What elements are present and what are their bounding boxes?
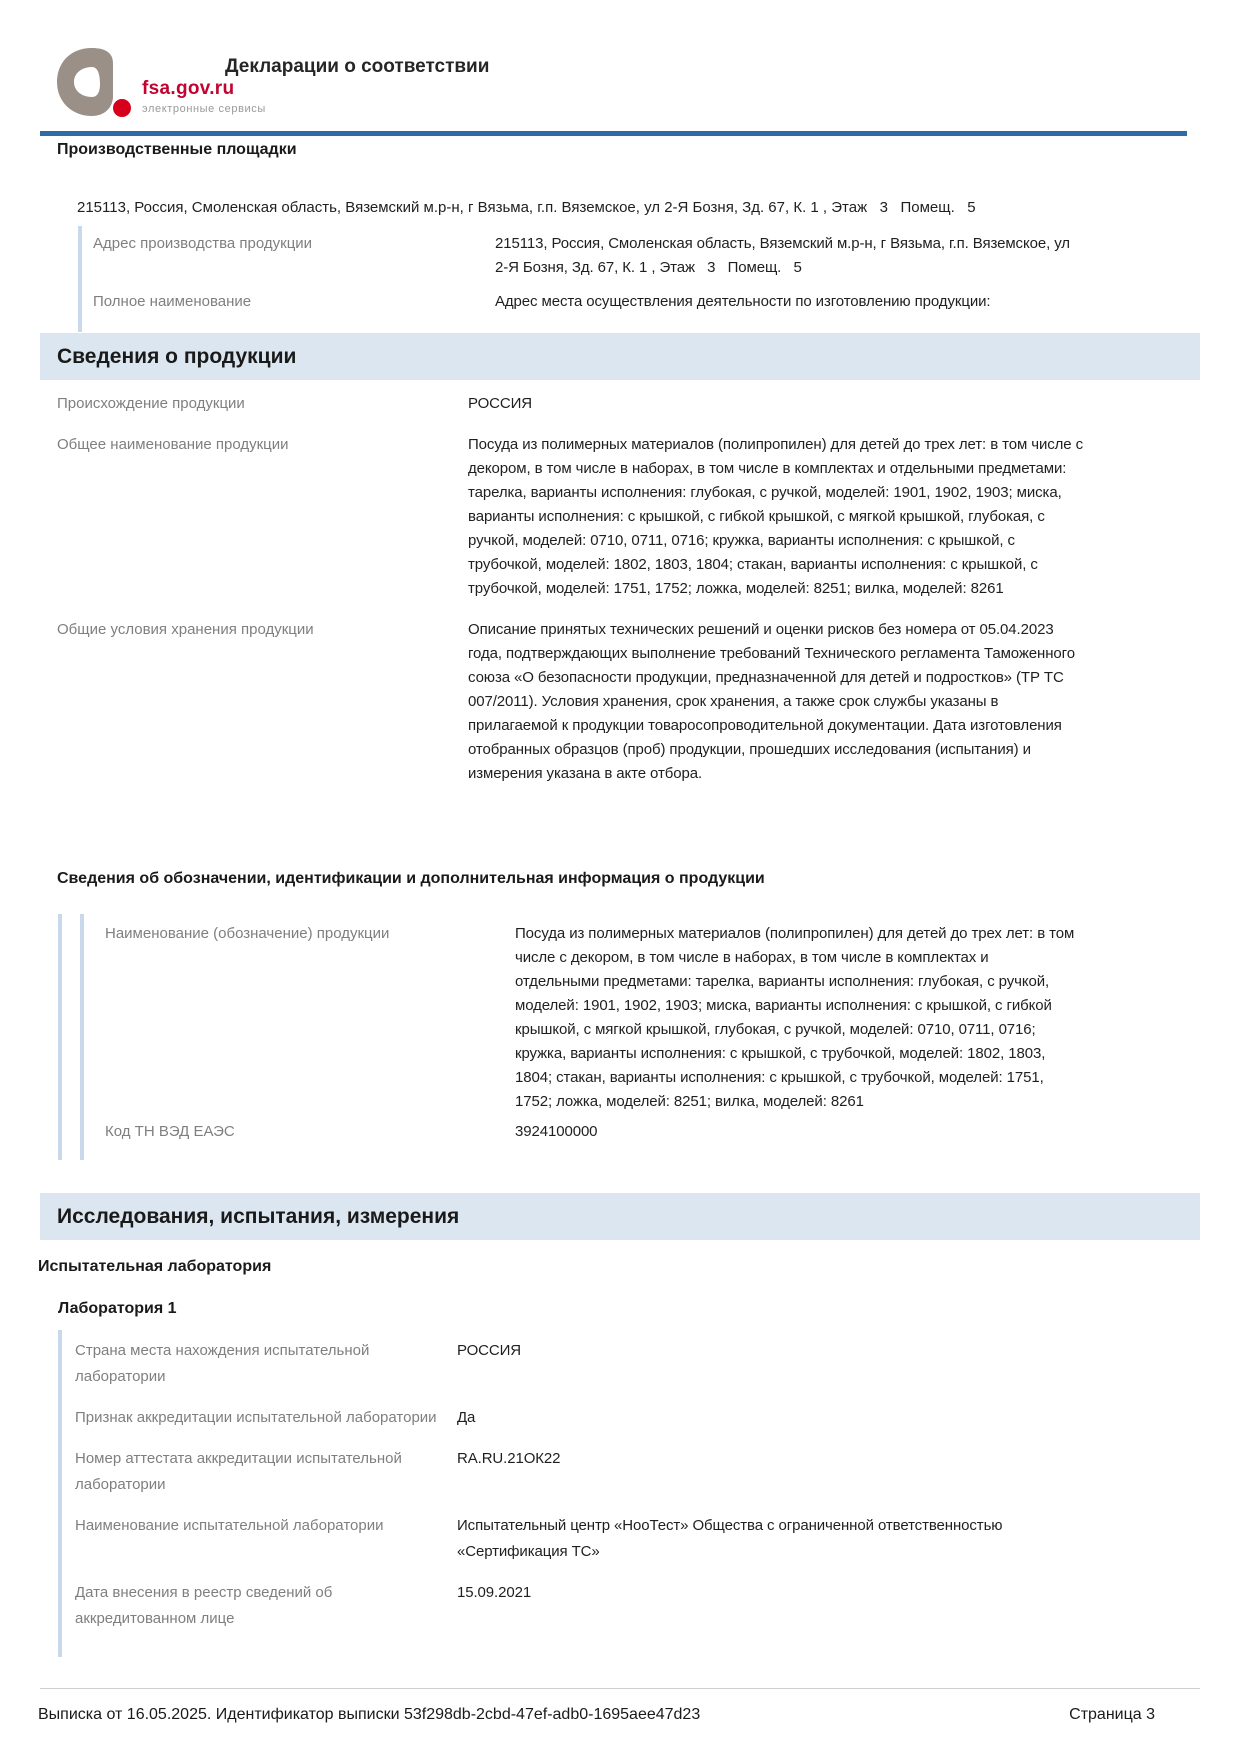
- field-value: Адрес места осуществления деятельности по изготовлению продукции:: [495, 293, 991, 310]
- field-row: [105, 922, 1192, 1114]
- production-details-block: [78, 226, 1188, 332]
- field-row: [75, 1338, 1188, 1390]
- header-divider: [40, 131, 1187, 136]
- field-label: Страна места нахождения испытательной лаборатории: [75, 1342, 370, 1385]
- laboratory-1-title: Лаборатория 1: [58, 1300, 177, 1317]
- fsa-logo-text: [142, 78, 266, 115]
- field-row: [75, 1446, 1188, 1498]
- section-band-research: Исследования, испытания, измерения: [40, 1193, 1200, 1240]
- section-title-production-sites: Производственные площадки: [57, 141, 297, 158]
- field-row: [75, 1580, 1188, 1632]
- page-title: Декларации о соответствии: [225, 56, 490, 77]
- section-title-test-laboratory: Испытательная лаборатория: [38, 1258, 272, 1275]
- field-value: Посуда из полимерных материалов (полипропилен) для детей до трех лет: в том числе с декором, в том числе в наборах, в том числе в комплектах и отдельными предметами: тарелка, варианты исполнения: глубокая, с ручкой, моделей: 1901, 1902, 1903; миска, варианты исполнения: с крышкой, с гибкой крышкой, с мягкой крышкой, глубокая, с ручкой, моделей: 0710, 0711, 0716; кружка, варианты исполнения: с крышкой, с трубочкой, моделей: 1802, 1803, 1804; стакан, варианты исполнения: с крышкой, с трубочкой, моделей: 1751, 1752; ложка, моделей: 8251; вилка, моделей: 8261: [515, 925, 1075, 1110]
- identification-block: [58, 914, 1192, 1160]
- field-value: Да: [457, 1409, 476, 1426]
- field-value: RA.RU.21ОК22: [457, 1450, 561, 1467]
- field-label: Полное наименование: [93, 293, 252, 310]
- field-label: Адрес производства продукции: [93, 235, 313, 252]
- field-row: [75, 1405, 1188, 1431]
- laboratory-details-block: [58, 1330, 1188, 1657]
- field-row: [93, 232, 1188, 280]
- footer-divider: [40, 1688, 1200, 1689]
- logo-domain-text: fsa.gov.ru: [142, 78, 235, 99]
- identification-inner-block: [80, 914, 1192, 1160]
- field-label: Код ТН ВЭД ЕАЭС: [105, 1123, 235, 1140]
- field-row: [57, 618, 1202, 786]
- logo-subtitle-text: электронные сервисы: [142, 103, 266, 115]
- field-row: [57, 433, 1202, 601]
- field-value: Испытательный центр «НооТест» Общества с ограниченной ответственностью «Сертификация ТС»: [457, 1517, 1003, 1560]
- section-band-product-info: Сведения о продукции: [40, 333, 1200, 380]
- footer-extract-info: Выписка от 16.05.2025. Идентификатор выписки 53f298db-2cbd-47ef-adb0-1695aee47d23: [38, 1706, 701, 1723]
- field-label: Наименование (обозначение) продукции: [105, 925, 390, 942]
- production-address-line: 215113, Россия, Смоленская область, Вяземский м.р-н, г Вязьма, г.п. Вяземское, ул 2-Я Бозня, Зд. 67, К. 1 , Этаж 3 Помещ. 5: [77, 199, 976, 216]
- section-title-identification: Сведения об обозначении, идентификации и дополнительная информация о продукции: [57, 870, 765, 887]
- field-value: 215113, Россия, Смоленская область, Вяземский м.р-н, г Вязьма, г.п. Вяземское, ул 2-Я Бозня, Зд. 67, К. 1 , Этаж 3 Помещ. 5: [495, 235, 1070, 276]
- field-row: [105, 1120, 1192, 1144]
- field-row: [57, 392, 1202, 416]
- fsa-logo-icon: [54, 46, 134, 122]
- field-value: 15.09.2021: [457, 1584, 532, 1601]
- field-label: Признак аккредитации испытательной лаборатории: [75, 1409, 437, 1426]
- field-label: Дата внесения в реестр сведений об аккредитованном лице: [75, 1584, 333, 1627]
- field-label: Общее наименование продукции: [57, 436, 289, 453]
- field-value: РОССИЯ: [457, 1342, 522, 1359]
- field-label: Номер аттестата аккредитации испытательной лаборатории: [75, 1450, 402, 1493]
- field-row: [93, 290, 1188, 314]
- field-label: Наименование испытательной лаборатории: [75, 1517, 384, 1534]
- field-value: Описание принятых технических решений и оценки рисков без номера от 05.04.2023 года, подтверждающих выполнение требований Технического регламента Таможенного союза «О безопасности продукции, предназначенной для детей и подростков» (ТР ТС 007/2011). Условия хранения, срок хранения, а также срок службы указаны в прилагаемой к продукции товаросопроводительной документации. Дата изготовления отобранных образцов (проб) продукции, прошедших исследования (испытания) и измерения указана в акте отбора.: [468, 621, 1075, 782]
- field-value: 3924100000: [515, 1123, 598, 1140]
- footer-page-number: Страница 3: [1069, 1706, 1155, 1723]
- field-label: Общие условия хранения продукции: [57, 621, 314, 638]
- field-row: [75, 1513, 1188, 1565]
- field-value: Посуда из полимерных материалов (полипропилен) для детей до трех лет: в том числе с декором, в том числе в наборах, в том числе в комплектах и отдельными предметами: тарелка, варианты исполнения: глубокая, с ручкой, моделей: 1901, 1902, 1903; миска, варианты исполнения: с крышкой, с гибкой крышкой, с мягкой крышкой, глубокая, с ручкой, моделей: 0710, 0711, 0716; кружка, варианты исполнения: с крышкой, с трубочкой, моделей: 1802, 1803, 1804; стакан, варианты исполнения: с крышкой, с трубочкой, моделей: 1751, 1752; ложка, моделей: 8251; вилка, моделей: 8261: [468, 436, 1084, 597]
- field-value: РОССИЯ: [468, 395, 533, 412]
- product-info-block: [57, 392, 1202, 803]
- field-label: Происхождение продукции: [57, 395, 245, 412]
